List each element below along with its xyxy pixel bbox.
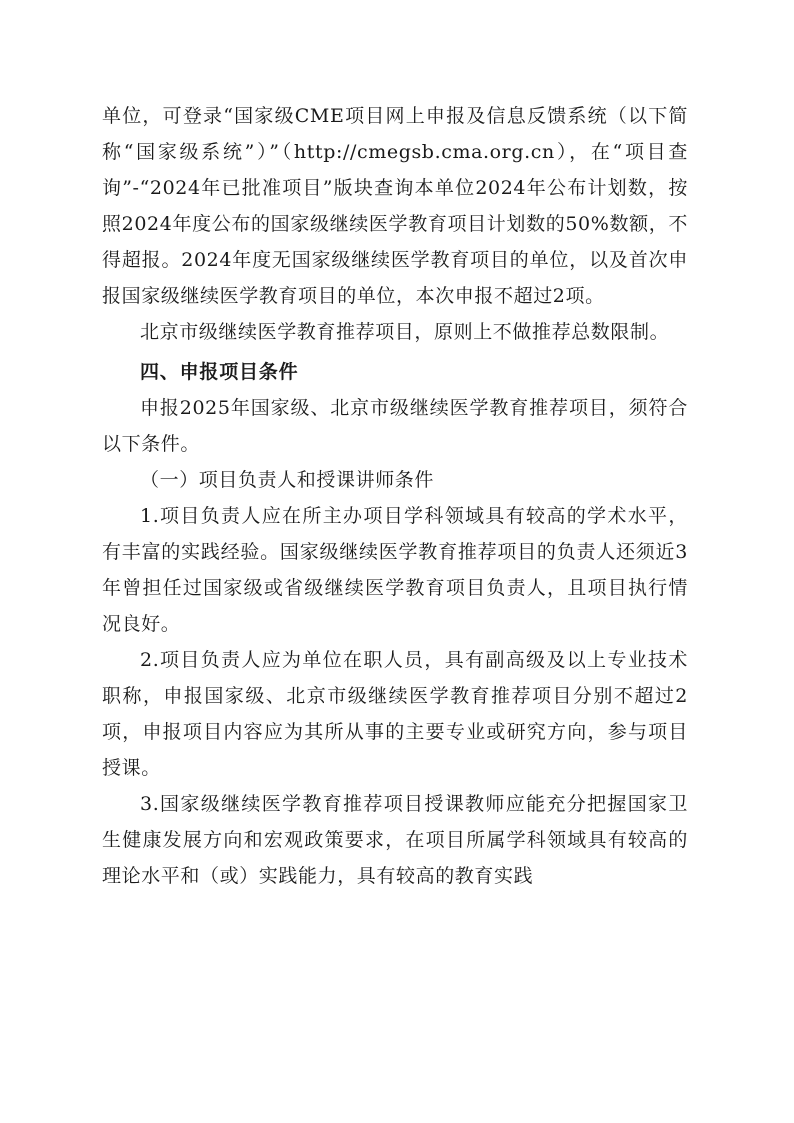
paragraph-condition-3: 3.国家级继续医学教育推荐项目授课教师应能充分把握国家卫生健康发展方向和宏观政策要求，在项目所属学科领域具有较高的理论水平和（或）实践能力，具有较高的教育实践 — [102, 793, 688, 887]
paragraph-beijing-no-limit: 北京市级继续医学教育推荐项目，原则上不做推荐总数限制。 — [140, 321, 670, 343]
paragraph-quota-rules: 单位，可登录“国家级CME项目网上申报及信息反馈系统（以下简称“国家级系统”）”（http://cmegsb.cma.org.cn），在“项目查询”-“2024年已批准项目”版块查询本单位2024年公布计划数，按照2024年度公布的国家级继续医学教育项目计划数的50%数额，不得超报。2024年度无国家级继续医学教育项目的单位，以及首次申报国家级继续医学教育项目的单位，本次申报不超过2项。 — [102, 105, 688, 307]
section-heading-conditions: 四、申报项目条件 — [140, 361, 299, 383]
subheading-leader-lecturer: （一）项目负责人和授课讲师条件 — [140, 469, 435, 491]
paragraph-conditions-intro: 申报2025年国家级、北京市级继续医学教育推荐项目，须符合以下条件。 — [102, 397, 688, 455]
document-page — [102, 98, 688, 894]
paragraph-condition-2: 2.项目负责人应为单位在职人员，具有副高级及以上专业技术职称，申报国家级、北京市级继续医学教育推荐项目分别不超过2项，申报项目内容应为其所从事的主要专业或研究方向，参与项目授课。 — [102, 649, 688, 779]
paragraph-condition-1: 1.项目负责人应在所主办项目学科领域具有较高的学术水平，有丰富的实践经验。国家级继续医学教育推荐项目的负责人还须近3年曾担任过国家级或省级继续医学教育项目负责人，且项目执行情况良好。 — [102, 505, 688, 635]
